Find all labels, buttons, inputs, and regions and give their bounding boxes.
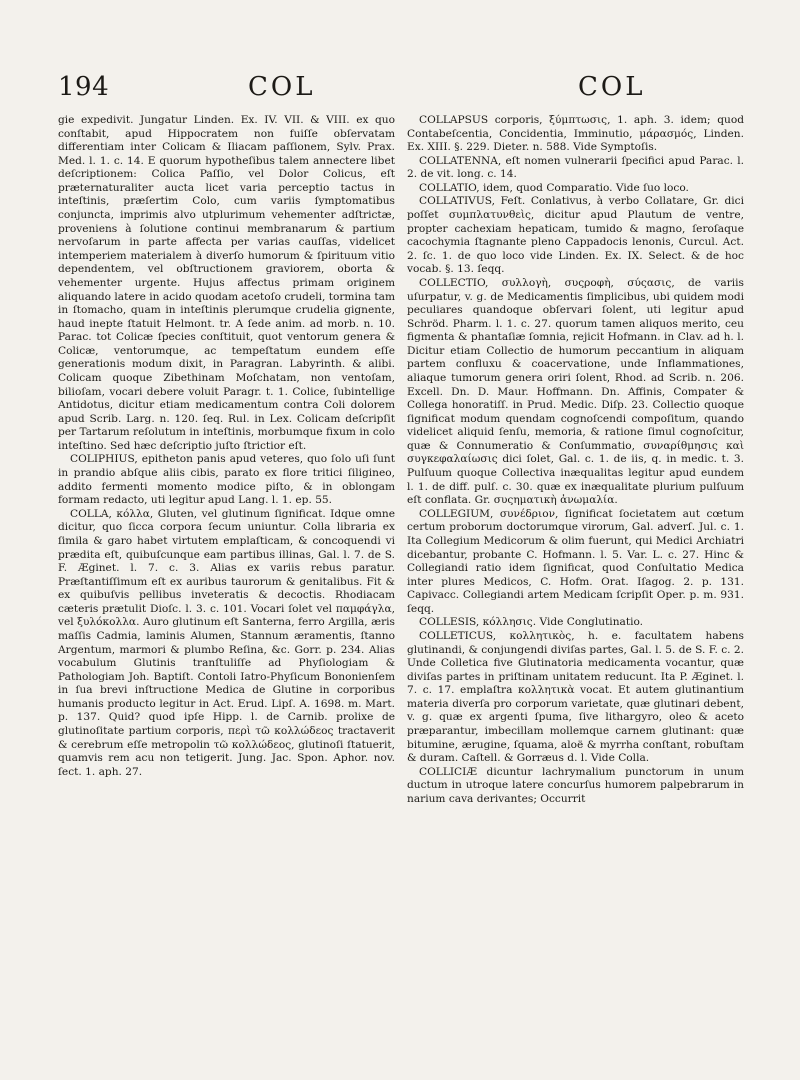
page-number: 194 (58, 72, 110, 102)
entry-collegium: COLLEGIUM, συνέδριον, ſignificat ſocietatem aut cœtum certum proborum doctorumque virorum, Gal. adverſ. Jul. c. 1. Ita Collegium Medicorum & olim fuerunt, qui Medici Archiatri dicebantur, probante C. Hofmann. l. 5. Var. L. c. 27. Hinc & Collegiandi ratio idem ſignificat, quod Conſultatio Medica inter plures Medicos, C. Hofm. Orat. Iſagog. 2. p. 131. Capivacc. Collegiandi artem Medicam ſcripſit Oper. p. m. 931. ſeqq. (407, 507, 744, 615)
entry-collectio: COLLECTIO, συλλογὴ, συςροφὴ, σύςασις, de variis uſurpatur, v. g. de Medicamentis ſimplicibus, ubi quidem modi peculiares quandoque obſervari ſolent, uti legitur apud Schröd. Pharm. l. 1. c. 27. quorum tamen aliquos merito, ceu figmenta & phantaſiæ ſomnia, rejicit Hofmann. in Clav. ad h. l. Dicitur etiam Collectio de humorum peccantium in aliquam partem confluxu & coacervatione, unde Inflammationes, aliaque tumorum genera oriri ſolent, Rhod. ad Scrib. n. 206. Excell. Dn. D. Maur. Hoffmann. Dn. Affinis, Compater & Collega honoratiſſ. in Prud. Medic. Diſp. 23. Collectio quoque ſignificat modum quendam cognoſcendi compoſitum, quando videlicet aliquid ſenſu, memoria, & ratione ſimul cognoſcitur, quæ & Connumeratio & Conſummatio, συναρίθμησις καὶ συγκεφαλαίωσις dici ſolet, Gal. c. 1. de iis, q. in medic. t. 3. Pulſuum quoque Collectiva inæqualitas legitur apud eundem l. 1. de diff. pulſ. c. 30. quæ ex inæqualitate plurium pulſuum eſt conflata. Gr. συςηματικὴ ἀνωμαλία. (407, 276, 744, 507)
entry-collesis: COLLESIS, κόλλησις. Vide Conglutinatio. (419, 616, 644, 629)
entry-collativus: COLLATIVUS, Feſt. Conlativus, à verbo Collatare, Gr. dici poſſet συμπλατυνθεὶς, dicitur apud Plautum de ventre, propter cachexiam hepaticam, tumido & magno, ſeroſaque cacochymia ſtagnante pleno Cappadocis lenonis, Curcul. Act. 2. ſc. 1. de quo loco vide Linden. Ex. IX. Select. & de hoc vocab. §. 13. ſeqq. (407, 195, 744, 276)
left-paragraph-colica-continued: gie expedivit. Jungatur Linden. Ex. IV. VII. & VIII. ex quo conſtabit, apud Hippocratem non fuiſſe obſervatam differentiam inter Colicam & Iliacam paſſionem, Sylv. Prax. Med. l. 1. c. 14. E quorum hypotheſibus talem annectere libet deſcriptionem: Colica Paſſio, vel Dolor Colicus, eſt præternaturaliter aucta licet varia perceptio tactus in inteſtinis, præſertim Colo, cum variis ſymptomatibus conjuncta, imprimis alvo utplurimum vehementer adſtrictæ, proveniens à ſolutione continui membranarum & partium nervoſarum in parte affecta per varias cauſſas, videlicet intemperiem materialem à diverſo humorum & ſpirituum vitio dependentem, vel obſtructionem graviorem, oborta & vehementer urgente. Hujus affectus primam originem aliquando latere in acido quodam acetoſo crudeli, tormina tam in ſtomacho, quam in inteſtinis plerumque crudelia gignente, haud inepte ſtatuit Helmont. tr. A ſede anim. ad morb. n. 10. Parac. tot Colicæ ſpecies conſtituit, quot ventorum genera & Colicæ, ventorumque, ac tempeſtatum eundem eſſe generationis modum dixit, in Paragran. Labyrinth. & alibi. Colicam quoque Zibethinam Moſchatam, non ventoſam, bilioſam, vocari debere voluit Paragr. t. 1. Colice, ſubintellige Antidotus, dicitur etiam medicamentum contra Coli dolorem apud Scrib. Larg. n. 120. ſeq. Rul. in Lex. Colicam deſcripſit per Tartarum reſolutum in inteſtinis, morbumque fixum in colo inteſtino. Sed hæc deſcriptio juſto ſtrictior eſt. (58, 114, 395, 452)
left-running-head: COL (248, 72, 316, 102)
entry-colliciae: COLLICIÆ dicuntur lachrymalium punctorum in unum ductum in utroque latere concurſus humorem palpebrarum in narium cava derivantes; Occurrit (407, 765, 744, 805)
entry-colla: COLLA, κόλλα, Gluten, vel glutinum ſignificat. Idque omne dicitur, quo ſicca corpora ſecum uniuntur. Colla libraria ex ſimila & garo habet virtutem emplaſticam, & concoquendi vi prædita eſt, quibuſcunque eam partibus illinas, Gal. l. 7. de S. F. Æginet. l. 7. c. 3. Alias ex variis rebus paratur. Præſtantiſſimum eſt ex auribus taurorum & genitalibus. Fit & ex quibuſvis pellibus inveteratis & decoctis. Rhodiacam cæteris prætulit Dioſc. l. 3. c. 101. Vocari ſolet vel παμφάγλα, vel ξυλόκολλα. Auro glutinum eſt Santerna, ferro Argilla, æris maſſis Cadmia, laminis Alumen, Stannum æramentis, ſtanno Argentum, marmori & plumbo Reſina, &c. Gorr. p. 234. Alias vocabulum Glutinis tranſtuliſſe ad Phyſiologiam & Pathologiam Joh. Baptiſt. Contoli Iatro-Phyſicum Bononienſem in ſua brevi inſtructione Medica de Glutine in corporibus humanis producto legitur in Act. Erud. Lipſ. A. 1698. m. Mart. p. 137. Quid? quod ipſe Hipp. l. de Carnib. prolixe de glutinoſitate partium corporis, περὶ τῶ κολλώδεος tractaverit & cerebrum eſſe metropolin τῶ κολλώδεος, glutinoſi ſtatuerit, quamvis rem acu non tetigerit. Jung. Jac. Spon. Aphor. nov. ſect. 1. aph. 27. (58, 507, 395, 778)
entry-coliphius: COLIPHIUS, epitheton panis apud veteres, quo ſolo uſi ſunt in prandio abſque aliis cibis, parato ex flore tritici ſiligineo, addito fermenti momento modice piſto, & in oblongam formam redacto, uti legitur apud Lang. l. 1. ep. 55. (58, 453, 395, 507)
page-header (58, 70, 738, 104)
right-column (407, 114, 744, 806)
entry-collatio: COLLATIO, idem, quod Comparatio. Vide ſuo loco. (419, 181, 689, 194)
entry-colleticus: COLLETICUS, κολλητικὸς, h. e. facultatem habens glutinandi, & conjungendi diviſas partes, Gal. l. 5. de S. F. c. 2. Unde Colletica five Glutinatoria medicamenta vocantur, quæ diviſas partes in priſtinam unitatem reducunt. Ita P. Æginet. l. 7. c. 17. emplaſtra κολλητικὰ vocat. Et autem glutinantium materia diverſa pro corporum varietate, quæ glutinari debent, v. g. quæ ex argenti ſpuma, ſive lithargyro, oleo & aceto præparantur, imbecillam mollemque carnem glutinant: quæ bitumine, ærugine, ſquama, aloë & myrrha conſtant, robuſtam & duram. Caſtell. & Gorræus d. l. Vide Colla. (407, 629, 744, 765)
left-column (58, 114, 395, 779)
right-running-head: COL (578, 72, 646, 102)
entry-collapsus: COLLAPSUS corporis, ξύμπτωσις, 1. aph. 3. idem; quod Contabeſcentia, Concidentia, Imminutio, μάρασμός, Linden. Ex. XIII. §. 229. Dieter. n. 588. Vide Symptoſis. (407, 114, 744, 154)
entry-collatenna: COLLATENNA, eſt nomen vulnerarii ſpecifici apud Parac. l. 2. de vit. long. c. 14. (407, 154, 744, 181)
